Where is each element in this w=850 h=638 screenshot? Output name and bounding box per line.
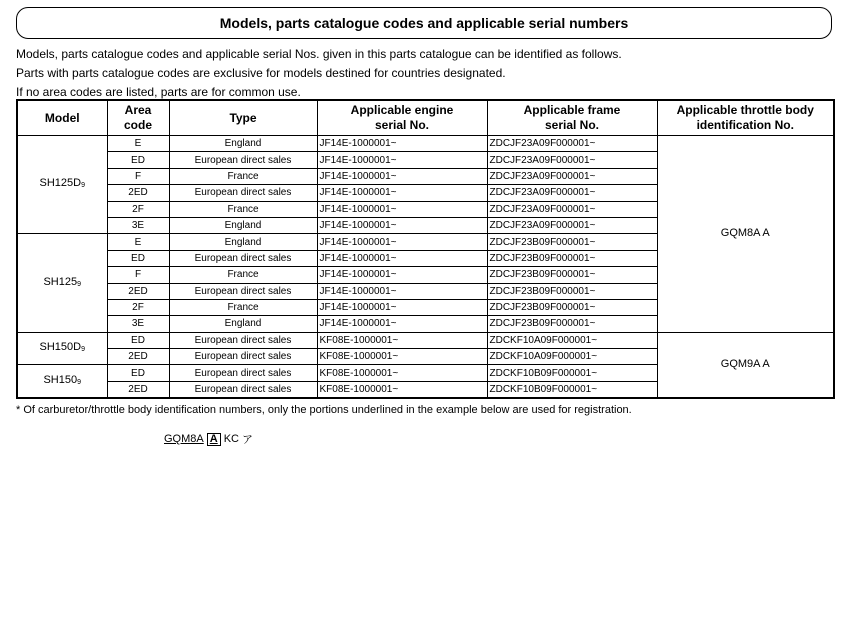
area-code-cell: 2ED [107,349,169,365]
engine-serial-cell: JF14E-1000001~ [317,136,487,152]
area-code-cell: E [107,234,169,250]
area-code-cell: 2F [107,299,169,315]
model-cell: SH1509 [17,365,107,398]
model-cell: SH150D9 [17,332,107,365]
area-code-cell: 2F [107,201,169,217]
frame-serial-cell: ZDCJF23A09F000001~ [487,201,657,217]
type-cell: European direct sales [169,250,317,266]
engine-serial-cell: JF14E-1000001~ [317,267,487,283]
type-cell: England [169,234,317,250]
engine-serial-cell: KF08E-1000001~ [317,365,487,381]
type-cell: France [169,201,317,217]
intro-text [16,45,622,102]
type-cell: France [169,168,317,184]
table-row [17,332,834,348]
frame-serial-cell: ZDCJF23B09F000001~ [487,267,657,283]
frame-serial-cell: ZDCKF10B09F000001~ [487,381,657,398]
type-cell: European direct sales [169,349,317,365]
frame-serial-cell: ZDCJF23B09F000001~ [487,316,657,332]
header-area-code: Area code [107,100,169,136]
engine-serial-cell: KF08E-1000001~ [317,349,487,365]
frame-serial-cell: ZDCJF23B09F000001~ [487,299,657,315]
type-cell: European direct sales [169,381,317,398]
type-cell: European direct sales [169,185,317,201]
frame-serial-cell: ZDCKF10A09F000001~ [487,349,657,365]
engine-serial-cell: KF08E-1000001~ [317,381,487,398]
frame-serial-cell: ZDCKF10A09F000001~ [487,332,657,348]
table-header-row [17,100,834,136]
intro-line: Parts with parts catalogue codes are exclusive for models destined for countries designated. [16,66,506,80]
engine-serial-cell: JF14E-1000001~ [317,201,487,217]
frame-serial-cell: ZDCJF23B09F000001~ [487,250,657,266]
area-code-cell: 2ED [107,381,169,398]
type-cell: England [169,217,317,233]
frame-serial-cell: ZDCJF23A09F000001~ [487,217,657,233]
area-code-cell: ED [107,365,169,381]
type-cell: France [169,299,317,315]
area-code-cell: ED [107,152,169,168]
engine-serial-cell: JF14E-1000001~ [317,250,487,266]
example-part-1: GQM8A [164,433,204,445]
page-title [16,7,832,39]
area-code-cell: 3E [107,217,169,233]
footnote: * Of carburetor/throttle body identification numbers, only the portions underlined in the example below are used for registration. [16,404,632,416]
model-cell: SH1259 [17,234,107,332]
frame-serial-cell: ZDCJF23A09F000001~ [487,185,657,201]
area-code-cell: F [107,168,169,184]
engine-serial-cell: JF14E-1000001~ [317,316,487,332]
type-cell: France [169,267,317,283]
frame-serial-cell: ZDCJF23B09F000001~ [487,283,657,299]
engine-serial-cell: KF08E-1000001~ [317,332,487,348]
header-model: Model [17,100,107,136]
type-cell: European direct sales [169,283,317,299]
serial-number-table [16,99,835,399]
area-code-cell: F [107,267,169,283]
frame-serial-cell: ZDCKF10B09F000001~ [487,365,657,381]
engine-serial-cell: JF14E-1000001~ [317,234,487,250]
header-frame-serial: Applicable frame serial No. [487,100,657,136]
frame-serial-cell: ZDCJF23A09F000001~ [487,152,657,168]
type-cell: European direct sales [169,365,317,381]
area-code-cell: ED [107,332,169,348]
area-code-cell: 2ED [107,283,169,299]
engine-serial-cell: JF14E-1000001~ [317,217,487,233]
throttle-id-cell: GQM9A A [657,332,834,398]
engine-serial-cell: JF14E-1000001~ [317,283,487,299]
intro-line: If no area codes are listed, parts are for common use. [16,85,301,99]
frame-serial-cell: ZDCJF23A09F000001~ [487,136,657,152]
throttle-id-cell: GQM8A A [657,136,834,333]
table-row [17,136,834,152]
area-code-cell: E [107,136,169,152]
area-code-cell: 2ED [107,185,169,201]
engine-serial-cell: JF14E-1000001~ [317,299,487,315]
area-code-cell: 3E [107,316,169,332]
example-part-4: ア [241,434,253,446]
frame-serial-cell: ZDCJF23A09F000001~ [487,168,657,184]
example-part-2: A [207,433,221,446]
registration-example [164,431,253,447]
model-cell: SH125D9 [17,136,107,234]
type-cell: England [169,136,317,152]
type-cell: European direct sales [169,152,317,168]
type-cell: European direct sales [169,332,317,348]
page-title-text: Models, parts catalogue codes and applicable serial numbers [219,15,629,31]
frame-serial-cell: ZDCJF23B09F000001~ [487,234,657,250]
intro-line: Models, parts catalogue codes and applicable serial Nos. given in this parts catalogue can be identified as follows. [16,47,622,61]
engine-serial-cell: JF14E-1000001~ [317,168,487,184]
area-code-cell: ED [107,250,169,266]
type-cell: England [169,316,317,332]
header-throttle-id: Applicable throttle body identification No. [657,100,834,136]
header-engine-serial: Applicable engine serial No. [317,100,487,136]
example-part-3: KC [223,433,239,445]
engine-serial-cell: JF14E-1000001~ [317,185,487,201]
engine-serial-cell: JF14E-1000001~ [317,152,487,168]
header-type: Type [169,100,317,136]
